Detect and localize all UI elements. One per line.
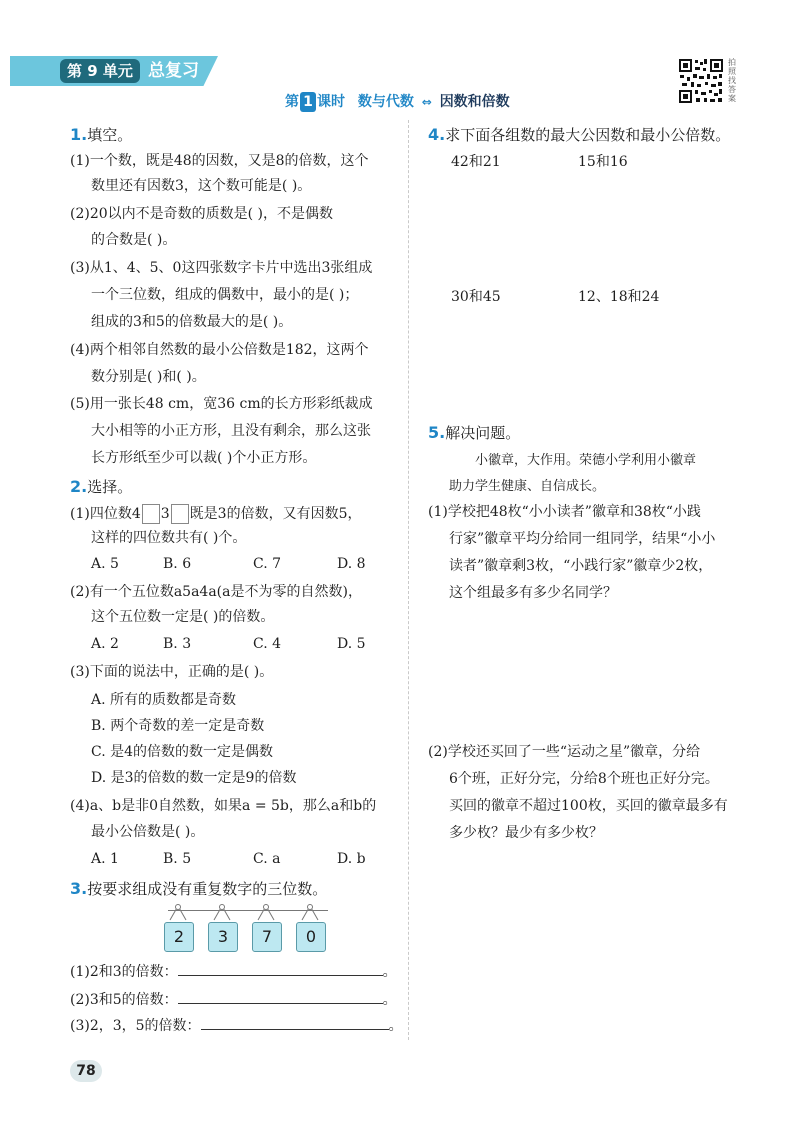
q2-s1-text-c: 既是3的倍数，又有因数5， (189, 506, 362, 522)
q1-heading (70, 122, 132, 148)
answer-blank[interactable] (178, 989, 383, 1004)
q3-number: 3. (70, 879, 88, 898)
q4-pair: 15和16 (578, 154, 628, 170)
q2-number: 2. (70, 477, 88, 496)
option[interactable]: D. 5 (337, 636, 366, 652)
option[interactable]: B. 3 (163, 636, 192, 652)
q3-line-end: 。 (388, 1018, 403, 1034)
q1-line: (4)两个相邻自然数的最小公倍数是182，这两个 (70, 342, 369, 358)
option[interactable]: C. 4 (253, 636, 282, 652)
q2-s2-line1: (2)有一个五位数a5a4a(a是不为零的自然数)， (70, 584, 362, 600)
qr-caption: 拍照找答案 (728, 58, 736, 103)
q2-s3-line1: (3)下面的说法中，正确的是( )。 (70, 664, 274, 680)
q4-pair: 30和45 (451, 289, 501, 305)
q1-line: 的合数是( )。 (91, 232, 177, 248)
answer-blank[interactable] (201, 1015, 389, 1030)
double-arrow-icon: ⇔ (421, 95, 432, 109)
q5-p1-line: 行家”徽章平均分给同一组同学，结果“小小 (449, 531, 716, 547)
option[interactable]: B. 6 (163, 556, 192, 572)
option[interactable]: C. a (253, 851, 281, 867)
q1-line: 组成的3和5的倍数最大的是( )。 (91, 314, 293, 330)
q4-pair: 12、18和24 (578, 289, 660, 305)
q1-line: (5)用一张长48 cm，宽36 cm的长方形彩纸裁成 (70, 396, 373, 412)
digit-card: 2 (164, 922, 194, 952)
q5-number: 5. (428, 423, 446, 442)
q3-line-end: 。 (382, 964, 397, 980)
q2-s4-line1: (4)a、b是非0自然数，如果a = 5b，那么a和b的 (70, 798, 377, 814)
q1-line: 一个三位数，组成的偶数中，最小的是( )； (91, 287, 359, 303)
q5-p1-line: (1)学校把48枚“小小读者”徽章和38枚“小践 (428, 504, 701, 520)
q1-line: (2)20以内不是奇数的质数是( )，不是偶数 (70, 206, 334, 222)
q5-intro: 助力学生健康、自信成长。 (449, 479, 606, 494)
q5-p1-line: 这个组最多有多少名同学？ (449, 585, 617, 601)
q3-line-label: (3)2，3，5的倍数： (70, 1018, 201, 1034)
q4-pair: 42和21 (451, 154, 501, 170)
answer-blank[interactable] (178, 961, 383, 976)
lesson-subtitle (285, 92, 510, 112)
option[interactable]: C. 7 (253, 556, 282, 572)
qr-code-icon[interactable] (678, 58, 724, 104)
q5-p2-line: 买回的徽章不超过100枚，买回的徽章最多有 (449, 798, 728, 814)
q1-line: 大小相等的小正方形，且没有剩余，那么这张 (91, 423, 371, 439)
q2-title: 选择。 (87, 478, 133, 496)
option[interactable]: D. 8 (337, 556, 366, 572)
option[interactable]: D. b (337, 851, 366, 867)
q5-title: 解决问题。 (445, 424, 521, 442)
q2-heading (70, 474, 132, 500)
lesson-sub: 因数和倍数 (439, 94, 510, 110)
q3-heading (70, 876, 327, 902)
banner-title: 总复习 (148, 61, 199, 81)
option[interactable]: C. 是4的倍数的数一定是偶数 (91, 744, 274, 760)
lesson-prefix: 第 (285, 94, 299, 110)
option[interactable]: B. 两个奇数的差一定是奇数 (91, 718, 265, 734)
q1-line: 长方形纸至少可以裁( )个小正方形。 (91, 450, 317, 466)
q3-answer-line (70, 988, 397, 1013)
lesson-suffix: 课时 (317, 94, 345, 110)
lesson-topic: 数与代数 (357, 94, 414, 110)
q4-title: 求下面各组数的最大公因数和最小公倍数。 (445, 126, 731, 144)
card-hangers (160, 904, 340, 922)
q5-intro: 小徽章，大作用。荣德小学利用小徽章 (475, 453, 697, 468)
option[interactable]: A. 5 (91, 556, 119, 572)
option[interactable]: B. 5 (163, 851, 192, 867)
q3-title: 按要求组成没有重复数字的三位数。 (87, 880, 328, 898)
q1-line: (1)一个数，既是48的因数，又是8的倍数，这个 (70, 153, 369, 169)
q3-line-end: 。 (382, 992, 397, 1008)
q5-p2-line: (2)学校还买回了一些“运动之星”徽章，分给 (428, 744, 701, 760)
option[interactable]: A. 2 (91, 636, 119, 652)
q3-line-label: (1)2和3的倍数： (70, 964, 178, 980)
q2-s1-text-b: 3 (160, 506, 170, 522)
column-divider (408, 120, 409, 1040)
q1-line: 数分别是( )和( )。 (91, 369, 206, 385)
q5-p1-line: 读者”徽章剩3枚，“小践行家”徽章少2枚， (449, 558, 713, 574)
digit-box[interactable] (171, 504, 189, 524)
q2-s1-line1 (70, 502, 362, 527)
unit-tag: 第 9 单元 (60, 59, 140, 83)
option[interactable]: A. 1 (91, 851, 119, 867)
q1-title: 填空。 (87, 126, 133, 144)
q2-s1-text-a: (1)四位数4 (70, 506, 141, 522)
digit-card: 0 (296, 922, 326, 952)
q5-p2-line: 6个班，正好分完，分给8个班也正好分完。 (449, 771, 719, 787)
lesson-number: 1 (300, 92, 316, 112)
page-number: 78 (70, 1060, 102, 1082)
q3-line-label: (2)3和5的倍数： (70, 992, 178, 1008)
q5-heading (428, 420, 520, 446)
q1-line: 数里还有因数3，这个数可能是( )。 (91, 178, 312, 194)
digit-box[interactable] (142, 504, 160, 524)
q1-line: (3)从1、4、5、0这四张数字卡片中选出3张组成 (70, 260, 373, 276)
q4-heading (428, 122, 730, 148)
q2-s1-line2: 这样的四位数共有( )个。 (91, 530, 247, 546)
q3-answer-line (70, 960, 397, 985)
q2-s2-line2: 这个五位数一定是( )的倍数。 (91, 609, 275, 625)
q1-number: 1. (70, 125, 88, 144)
digit-card: 7 (252, 922, 282, 952)
option[interactable]: D. 是3的倍数的数一定是9的倍数 (91, 770, 297, 786)
q2-s4-line2: 最小公倍数是( )。 (91, 824, 205, 840)
digit-card: 3 (208, 922, 238, 952)
option[interactable]: A. 所有的质数都是奇数 (91, 692, 237, 708)
q5-p2-line: 多少枚？最少有多少枚？ (449, 825, 603, 841)
q3-answer-line (70, 1014, 403, 1039)
q4-number: 4. (428, 125, 446, 144)
